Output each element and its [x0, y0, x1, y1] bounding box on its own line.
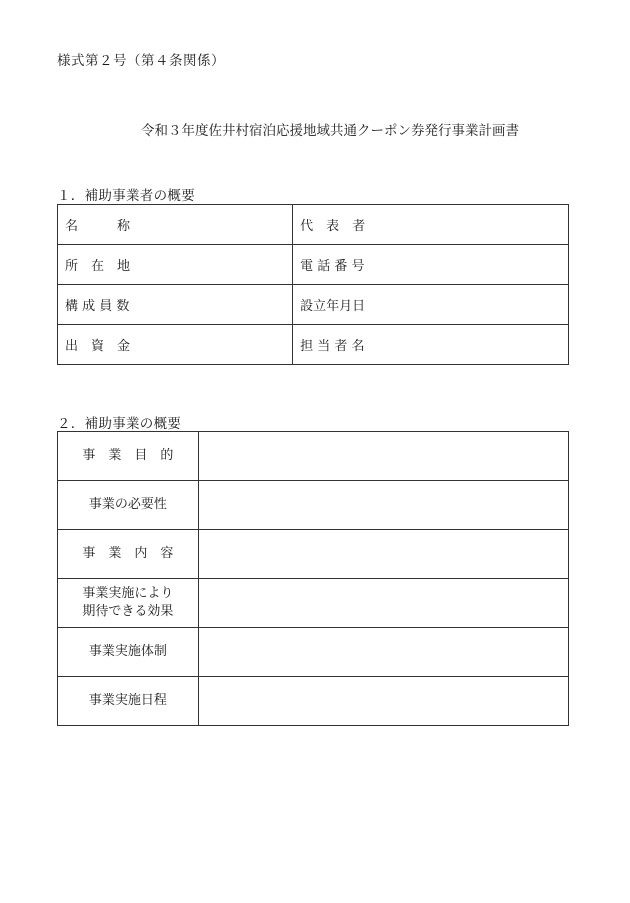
expected-effect-field[interactable]	[198, 579, 568, 628]
expected-effect-label	[58, 579, 199, 628]
implementation-schedule-field[interactable]	[198, 677, 568, 726]
name-label: 名 称	[58, 205, 293, 245]
project-content-label: 事 業 内 容	[58, 530, 199, 579]
project-content-field[interactable]	[198, 530, 568, 579]
expected-effect-label-line2: 期待できる効果	[82, 604, 174, 619]
project-purpose-field[interactable]	[198, 432, 568, 481]
table-row	[58, 325, 569, 365]
project-necessity-label: 事業の必要性	[58, 481, 199, 530]
table-row	[58, 677, 569, 726]
table-row	[58, 285, 569, 325]
established-date-label: 設立年月日	[293, 285, 569, 325]
members-label: 構 成 員 数	[58, 285, 293, 325]
section2-heading: ２．補助事業の概要	[57, 416, 182, 432]
project-necessity-field[interactable]	[198, 481, 568, 530]
project-purpose-label: 事 業 目 的	[58, 432, 199, 481]
table-row	[58, 205, 569, 245]
table-row	[58, 481, 569, 530]
implementation-schedule-label: 事業実施日程	[58, 677, 199, 726]
table-row	[58, 432, 569, 481]
section1-heading: １．補助事業者の概要	[57, 188, 195, 204]
table-row	[58, 245, 569, 285]
capital-label: 出 資 金	[58, 325, 293, 365]
expected-effect-label-line1: 事業実施により	[82, 586, 174, 601]
representative-label: 代 表 者	[293, 205, 569, 245]
table-row	[58, 579, 569, 628]
contact-person-label: 担 当 者 名	[293, 325, 569, 365]
implementation-structure-field[interactable]	[198, 628, 568, 677]
address-label: 所 在 地	[58, 245, 293, 285]
project-overview-table	[57, 431, 569, 726]
table-row	[58, 530, 569, 579]
implementation-structure-label: 事業実施体制	[58, 628, 199, 677]
document-title: 令和３年度佐井村宿泊応援地域共通クーポン券発行事業計画書	[141, 123, 519, 139]
applicant-overview-table	[57, 204, 569, 365]
phone-label: 電 話 番 号	[293, 245, 569, 285]
table-row	[58, 628, 569, 677]
form-number: 様式第２号（第４条関係）	[57, 53, 225, 69]
